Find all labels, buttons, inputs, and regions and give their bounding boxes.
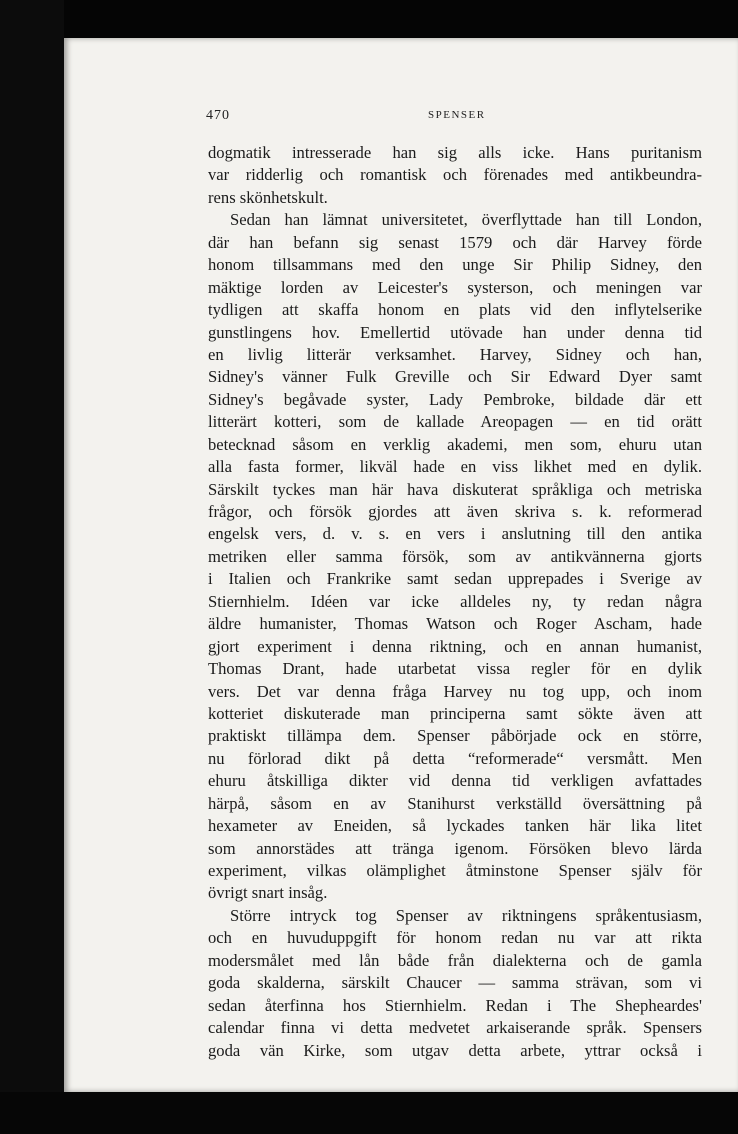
- text-line: calendar finna vi detta medvetet arkaiserande språk. Spensers: [208, 1018, 702, 1038]
- text-line: dogmatik intresserade han sig alls icke. Hans puritanism: [208, 143, 702, 162]
- text-line: litterärt kotteri, som de kallade Areopagen — en tid orätt: [208, 412, 702, 432]
- text-line: rens skönhetskult.: [208, 187, 328, 207]
- text-line: metriken eller samma försök, som av antikvännerna gjorts: [208, 546, 702, 566]
- scan-bottom-border: [0, 1092, 738, 1134]
- text-line: ehuru åtskilliga dikter vid denna tid verkligen avfattades: [208, 771, 702, 791]
- text-line: härpå, såsom en av Stanihurst verkställd översättning på: [208, 793, 702, 813]
- text-line: övrigt snart insåg.: [208, 883, 328, 903]
- text-line: Sidney's vänner Fulk Greville och Sir Edward Dyer samt: [208, 367, 702, 387]
- text-line: en livlig litterär verksamhet. Harvey, Sidney och han,: [208, 344, 702, 364]
- text-line: praktiskt tillämpa dem. Spenser påbörjade ock en större,: [208, 726, 702, 746]
- text-line: äldre humanister, Thomas Watson och Roger Ascham, hade: [208, 614, 702, 634]
- text-line: och en huvuduppgift för honom redan nu var att rikta: [208, 928, 702, 948]
- text-line: goda skalderna, särskilt Chaucer — samma strävan, som vi: [208, 973, 702, 993]
- text-line: där han befann sig senast 1579 och där Harvey förde: [208, 232, 702, 252]
- text-line: experiment, vilkas olämplighet åtminstone Spenser själv för: [208, 861, 702, 880]
- body-text: [208, 142, 702, 1062]
- text-line: Större intryck tog Spenser av riktningens språkentusiasm,: [230, 905, 702, 925]
- text-line: vers. Det var denna fråga Harvey nu tog upp, och inom: [208, 681, 702, 701]
- text-line: Thomas Drant, hade utarbetat vissa regler för en dylik: [208, 659, 702, 679]
- text-line: som annorstädes att tränga igenom. Försöken blevo lärda: [208, 838, 702, 858]
- text-line: engelsk vers, d. v. s. en vers i anslutning till den antika: [208, 524, 702, 544]
- text-line: nu förlorad dikt på detta “reformerade“ versmått. Men: [208, 748, 702, 768]
- text-line: sedan återfinna hos Stiernhielm. Redan i The Shepheardes': [208, 995, 702, 1015]
- text-line: Särskilt tyckes man här hava diskuterat språkliga och metriska: [208, 479, 702, 499]
- text-line: Sidney's begåvade syster, Lady Pembroke, bildade där ett: [208, 389, 702, 409]
- text-line: gunstlingens hov. Emellertid utövade han under denna tid: [208, 322, 702, 342]
- text-line: modersmålet med lån både från dialekterna och de gamla: [208, 950, 702, 970]
- running-title: SPENSER: [428, 109, 486, 121]
- text-line: var ridderlig och romantisk och förenades med antikbeundra-: [208, 165, 702, 185]
- text-line: Stiernhielm. Idéen var icke alldeles ny, ty redan några: [208, 591, 702, 611]
- text-line: goda vän Kirke, som utgav detta arbete, yttrar också i: [208, 1040, 702, 1060]
- text-line: kotteriet diskuterade man principerna samt sökte även att: [208, 703, 702, 723]
- text-line: honom tillsammans med den unge Sir Philip Sidney, den: [208, 255, 702, 275]
- text-line: i Italien och Frankrike samt sedan upprepades i Sverige av: [208, 569, 702, 589]
- text-line: betecknad såsom en verklig akademi, men som, ehuru utan: [208, 434, 702, 454]
- text-line: mäktige lorden av Leicester's systerson, och meningen var: [208, 277, 702, 297]
- scan-left-border: [0, 0, 64, 1134]
- text-line: alla fasta former, likväl hade en viss likhet med en dylik.: [208, 457, 702, 477]
- text-line: tydligen att skaffa honom en plats vid den inflytelserike: [208, 300, 702, 320]
- text-line: gjort experiment i denna riktning, och en annan humanist,: [208, 636, 702, 656]
- text-line: Sedan han lämnat universitetet, överflyttade han till London,: [230, 210, 702, 230]
- text-line: frågor, och försök gjordes att även skriva s. k. reformerad: [208, 502, 702, 521]
- page-number: 470: [206, 108, 230, 123]
- text-line: hexameter av Eneiden, så lyckades tanken här lika litet: [208, 816, 702, 836]
- page-header: [206, 108, 706, 130]
- scan-top-border: [0, 0, 738, 38]
